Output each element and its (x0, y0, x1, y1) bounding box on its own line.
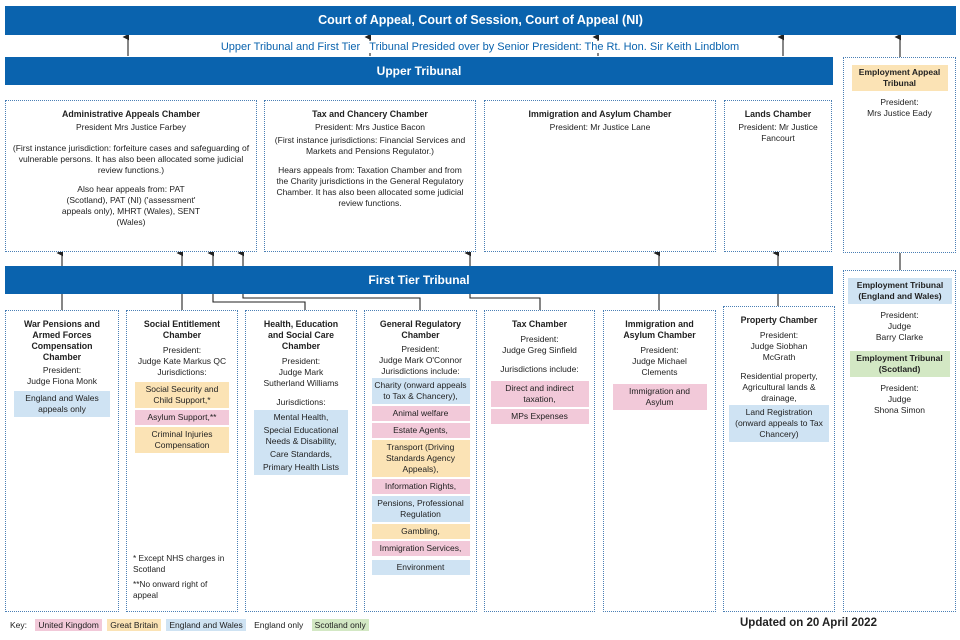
tax-chamber (484, 310, 595, 612)
key-great-britain: Great Britain (107, 619, 161, 631)
jurisdiction-tag: Direct and indirect taxation, (491, 381, 589, 407)
jurisdiction-tag: Asylum Support,** (135, 410, 229, 425)
updated-date: Updated on 20 April 2022 (740, 617, 877, 629)
employment-tribunal-ew-president: President: (880, 310, 919, 320)
social-entitlement-chamber (126, 310, 238, 612)
chamber-judge: Judge Greg Sinfield (502, 345, 577, 355)
jurisdictions-label: Jurisdictions: (276, 397, 326, 407)
chamber-president: President Mrs Justice Farbey (75, 122, 187, 132)
senior-president-left: Upper Tribunal and First Tier (218, 41, 363, 53)
key-england-only: England only (254, 620, 304, 630)
jurisdiction-tag: Mental Health, (273, 412, 329, 422)
jurisdictions-label: Jurisdictions include: (381, 366, 460, 376)
chamber-judge: Judge Siobhan McGrath (750, 341, 808, 362)
jurisdiction-tag: MPs Expenses (491, 409, 589, 424)
jurisdiction-tag: Animal welfare (372, 406, 470, 421)
key-scotland-only: Scotland only (312, 619, 369, 631)
chamber-president: President: (520, 334, 559, 344)
property-jurisdictions: Residential property, Agricultural lands & drainage, (740, 371, 818, 403)
jurisdiction-tag: Social Security and Child Support,* (135, 382, 229, 408)
employment-appeal-president: President: (880, 97, 919, 107)
chamber-president: President: Mr Justice Lane (549, 122, 651, 132)
chamber-title: Health, Education and Social Care Chamber (263, 319, 339, 351)
employment-tribunal-sc-judge: Judge (887, 394, 912, 404)
chamber-title: Social Entitlement Chamber (143, 319, 221, 340)
employment-appeal-name: Mrs Justice Eady (867, 108, 932, 118)
footnote-1: * Except NHS charges in Scotland (133, 553, 225, 574)
chamber-president: President: Mr Justice Fancourt (738, 122, 818, 143)
employment-tribunal-ew-name: Barry Clarke (875, 332, 924, 342)
chamber-description: (First instance jurisdictions: Financial Services and Markets and Pensions Regulator.) (274, 135, 466, 156)
key-united-kingdom: United Kingdom (35, 619, 101, 631)
general-regulatory-chamber (364, 310, 477, 612)
employment-tribunal-sc-name: Shona Simon (873, 405, 926, 415)
administrative-appeals-chamber (5, 100, 257, 252)
key-england-wales: England and Wales (166, 619, 245, 631)
chamber-title: Administrative Appeals Chamber (61, 109, 201, 119)
property-chamber (723, 306, 835, 612)
employment-appeal-title: Employment Appeal Tribunal (852, 65, 948, 91)
chamber-judge: Judge Mark O'Connor (379, 355, 462, 365)
senior-president-right: Tribunal Presided over by Senior President: The Rt. Hon. Sir Keith Lindblom (366, 41, 742, 53)
war-pensions-chamber (5, 310, 119, 612)
senior-president-line (0, 38, 960, 56)
employment-appeal-tribunal (843, 57, 956, 253)
jurisdiction-tag: Immigration and Asylum (613, 384, 707, 410)
jurisdiction-tag: Pensions, Professional Regulation (372, 496, 470, 522)
jurisdiction-tag: Transport (Driving Standards Agency Appeals), (372, 440, 470, 477)
chamber-president: President: (281, 356, 321, 366)
jurisdictions-label: Jurisdictions: (157, 367, 207, 377)
chamber-judge: Judge Kate Markus QC (137, 356, 227, 366)
lands-chamber (724, 100, 832, 252)
chamber-appeals: Hears appeals from: Taxation Chamber and from the Charity jurisdictions in the General Regulatory Chamber. It has also been allocated some judicial review functions. (276, 165, 464, 208)
chamber-title: General Regulatory Chamber (379, 319, 462, 340)
footnote-2: **No onward right of appeal (133, 579, 208, 600)
colour-key (10, 619, 372, 631)
health-education-social-care-chamber (245, 310, 357, 612)
chamber-title: Immigration and Asylum Chamber (528, 109, 672, 119)
chamber-judge: Judge Fiona Monk (27, 376, 97, 386)
jurisdiction-tag: Primary Health Lists (262, 462, 340, 472)
chamber-title: Tax Chamber (511, 319, 568, 329)
employment-tribunals (843, 270, 956, 612)
employment-tribunal-sc-title: Employment Tribunal (Scotland) (850, 351, 950, 377)
first-tier-tribunal-bar: First Tier Tribunal (5, 266, 833, 294)
jurisdiction-tag: Charity (onward appeals to Tax & Chancery), (372, 378, 470, 404)
jurisdiction-tag: Land Registration (onward appeals to Tax Chancery) (729, 405, 829, 442)
employment-tribunal-ew-title: Employment Tribunal (England and Wales) (848, 278, 952, 304)
chamber-title: War Pensions and Armed Forces Compensation Chamber (24, 319, 100, 362)
chamber-title: Tax and Chancery Chamber (312, 109, 428, 119)
chamber-title: Property Chamber (740, 315, 818, 325)
employment-tribunal-ew-judge: Judge (887, 321, 912, 331)
chamber-description: (First instance jurisdiction: forfeiture cases and safeguarding of vulnerable persons. It has also been allocated some judicial review functions.) (12, 143, 250, 175)
chamber-president: President: (42, 365, 82, 375)
jurisdiction-tag: Criminal Injuries Compensation (135, 427, 229, 453)
key-label: Key: (10, 620, 28, 630)
chamber-title: Lands Chamber (744, 109, 812, 119)
jurisdiction-tag: Estate Agents, (372, 423, 470, 438)
chamber-appeals: Also hear appeals from: PAT (Scotland), PAT (NI) ('assessment' appeals only), MHRT (Wales), SENT (Wales) (61, 184, 201, 227)
employment-tribunal-sc-president: President: (880, 383, 919, 393)
jurisdiction-tag: England and Wales appeals only (14, 391, 110, 417)
chamber-title: Immigration and Asylum Chamber (623, 319, 696, 340)
jurisdiction-tag: Gambling, (372, 524, 470, 539)
jurisdictions-label: Jurisdictions include: (500, 364, 579, 374)
tax-and-chancery-chamber (264, 100, 476, 252)
jurisdiction-tag: Information Rights, (372, 479, 470, 494)
chamber-president: President: (640, 345, 679, 355)
chamber-judge: Judge Mark Sutherland Williams (263, 367, 339, 388)
chamber-president: President: (162, 345, 202, 355)
court-of-appeal-bar: Court of Appeal, Court of Session, Court of Appeal (NI) (5, 6, 956, 35)
first-tier-immigration-asylum-chamber (603, 310, 716, 612)
chamber-president: President: (401, 344, 440, 354)
jurisdiction-tag: Special Educational Needs & Disability, (263, 425, 339, 446)
chamber-president: President: (759, 330, 799, 340)
upper-tribunal-bar: Upper Tribunal (5, 57, 833, 85)
jurisdiction-tag: Environment (372, 560, 470, 575)
chamber-judge: Judge Michael Clements (632, 356, 687, 377)
upper-immigration-asylum-chamber (484, 100, 716, 252)
jurisdiction-tag: Care Standards, (270, 449, 332, 459)
chamber-president: President: Mrs Justice Bacon (314, 122, 426, 132)
jurisdiction-block (254, 410, 348, 475)
jurisdiction-tag: Immigration Services, (372, 541, 470, 556)
